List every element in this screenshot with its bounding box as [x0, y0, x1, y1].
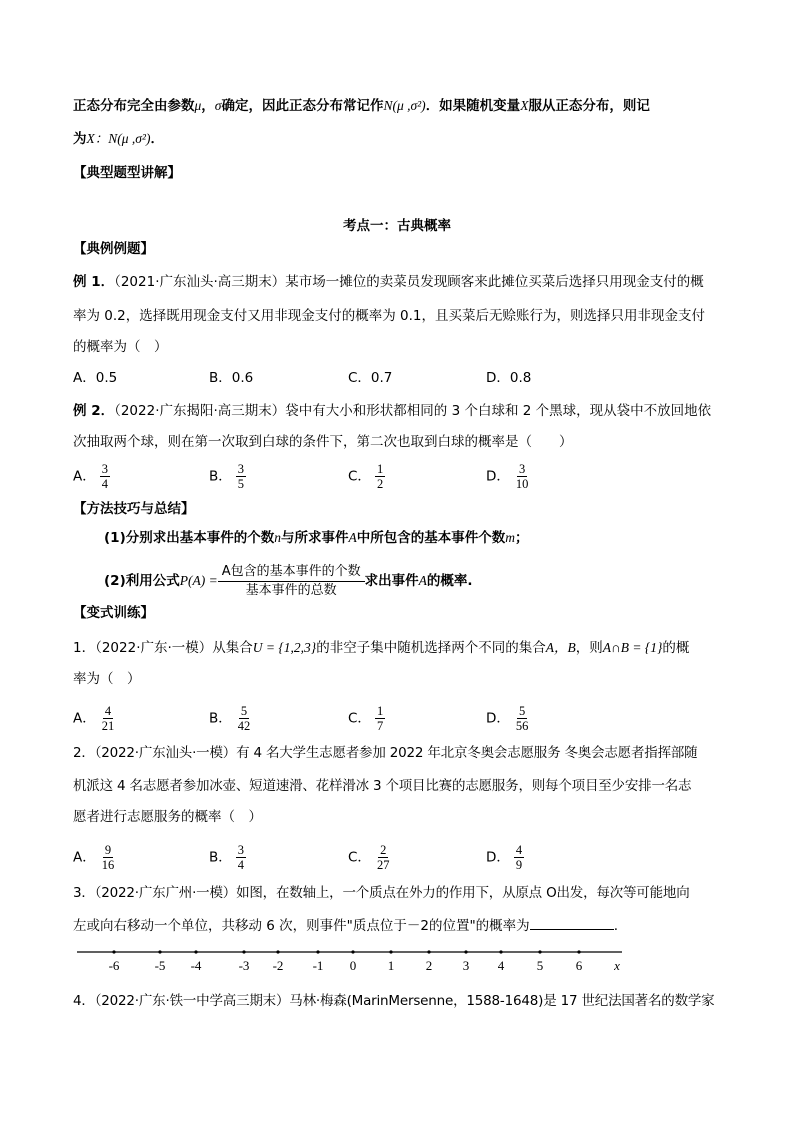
formula-numerator: A包含的基本事件的个数: [218, 563, 365, 582]
q4-line-1: 4．（2022·广东·铁一中学高三期末）马林·梅森(MarinMersenne，1588-1648)是 17 世纪法国著名的数学家: [73, 993, 715, 1009]
numerator: 9: [104, 843, 112, 857]
fraction: [375, 462, 385, 491]
option-letter: B．: [209, 710, 232, 727]
tick-label: 5: [536, 958, 544, 973]
tick-dot: [499, 950, 502, 953]
numerator: 1: [376, 462, 384, 476]
x-symbol: X: [520, 98, 529, 113]
q3-text: 左或向右移动一个单位，共移动 6 次，则事件"质点位于－2的位置"的概率为: [73, 918, 530, 934]
examples-heading: 【典例例题】: [73, 241, 154, 257]
q3-text: .: [613, 918, 618, 934]
ex1-text: （2021·广东汕头·高三期末）某市场一摊位的卖菜员发现顾客来此摊位买菜后选择只用现金支付的概: [114, 274, 704, 290]
tick-dot: [427, 950, 430, 953]
ex1-line-3: 的概率为（ ）: [73, 339, 168, 355]
var-a: A: [418, 573, 427, 588]
denominator: 16: [101, 858, 115, 872]
method-item-2: [104, 562, 473, 600]
method-item-1: [104, 528, 528, 548]
intro-line-2: [73, 129, 164, 149]
denominator: 10: [515, 477, 529, 491]
numerator: 3: [237, 843, 245, 857]
ex2-option-b: [209, 462, 246, 491]
intro-text: 确定，因此正态分布常记作: [221, 98, 384, 114]
axis-var-label: x: [614, 958, 620, 973]
fraction: [236, 843, 246, 872]
tick-dot: [242, 950, 245, 953]
tick-label: -5: [154, 958, 166, 973]
q1-text: 1．（2022·广东·一模）从集合: [73, 640, 253, 656]
q1-text: 的概: [662, 640, 690, 656]
denominator: 27: [376, 858, 390, 872]
q3-line-1: 3．（2022·广东广州·一模）如图，在数轴上，一个质点在外力的作用下，从原点 O出发，每次等可能地向: [73, 885, 690, 901]
tick-label: 1: [387, 958, 395, 973]
option-letter: C．: [348, 468, 371, 485]
fraction: [514, 704, 531, 733]
fraction: [236, 704, 253, 733]
intro-text: ，: [201, 98, 215, 114]
tick-dot: [464, 950, 467, 953]
intro-text: ．: [150, 131, 164, 147]
tick-label: 6: [575, 958, 583, 973]
formula-denominator: 基本事件的总数: [245, 582, 337, 598]
q1-option-b: [209, 704, 252, 733]
q1-line-2: 率为（ ）: [73, 671, 141, 687]
fraction: [514, 843, 524, 872]
denominator: 4: [237, 858, 245, 872]
option-letter: C．: [348, 849, 371, 866]
tick-label: -4: [190, 958, 202, 973]
ex1-line-1: [73, 272, 704, 292]
denominator: 7: [376, 719, 384, 733]
x-distribution: X：N(μ ,σ²): [86, 131, 151, 146]
method-text: 中所包含的基本事件个数: [356, 530, 506, 546]
q2-line-2: 机派这 4 名志愿者参加冰壶、短道速滑、花样滑冰 3 个项目比赛的志愿服务，则每个项目至少安排一名志: [73, 778, 692, 794]
ex1-option-a: A．0.5: [73, 370, 118, 386]
option-letter: B．: [209, 849, 232, 866]
option-letter: C．: [348, 710, 371, 727]
option-letter: A．: [73, 849, 96, 866]
set-u: U = {1,2,3}: [252, 640, 317, 655]
q2-option-a: [73, 843, 116, 872]
variant-heading: 【变式训练】: [73, 605, 154, 621]
method-text: 求出事件: [364, 573, 419, 589]
intro-text: 服从正态分布，则记: [528, 98, 650, 114]
intro-text: 正态分布完全由参数: [73, 98, 195, 114]
q2-option-d: [486, 843, 524, 872]
method-text: (2)利用公式: [104, 573, 180, 589]
q1-option-a: [73, 704, 116, 733]
tick-dot: [351, 950, 354, 953]
option-letter: A．: [73, 710, 96, 727]
ex2-line-1: [73, 401, 711, 421]
tick-label: -6: [108, 958, 120, 973]
option-letter: D．: [486, 849, 510, 866]
fraction: [375, 843, 392, 872]
tick-label: -2: [272, 958, 284, 973]
mu-symbol: μ: [194, 98, 202, 113]
kaodian-title: 考点一：古典概率: [343, 218, 451, 234]
method-text: ；: [514, 530, 529, 546]
option-letter: B．: [209, 468, 232, 485]
denominator: 2: [376, 477, 384, 491]
tick-dot: [158, 950, 161, 953]
formula-fraction: [218, 563, 365, 600]
tick-label: -1: [312, 958, 324, 973]
fraction: [100, 704, 117, 733]
answer-blank[interactable]: [530, 915, 614, 930]
numerator: 5: [519, 704, 526, 718]
numerator: 3: [519, 462, 526, 476]
var-a: A: [348, 530, 357, 545]
var-m: m: [505, 530, 515, 545]
fraction: [100, 462, 110, 491]
method-heading: 【方法技巧与总结】: [73, 501, 195, 517]
method-text: 的概率.: [426, 573, 473, 589]
denominator: 56: [515, 719, 529, 733]
q1-option-d: [486, 704, 530, 733]
numerator: 2: [380, 843, 387, 857]
tick-dot: [538, 950, 541, 953]
tick-dot: [577, 950, 580, 953]
formula-p: P(A) =: [179, 573, 218, 588]
fraction: [236, 462, 246, 491]
intro-line-1: [73, 96, 650, 116]
ex2-option-a: [73, 462, 110, 491]
q3-line-2: [73, 915, 618, 936]
fraction: [375, 704, 385, 733]
q1-line-1: [73, 638, 689, 658]
q2-line-1: 2．（2022·广东汕头·一模）有 4 名大学生志愿者参加 2022 年北京冬奥会志愿服务 冬奥会志愿者指挥部随: [73, 745, 698, 761]
ex1-line-2: 率为 0.2，选择既用现金支付又用非现金支付的概率为 0.1，且买菜后无赊账行为，则选择只用非现金支付: [73, 308, 706, 324]
q1-text: ，则: [575, 640, 603, 656]
tick-dot: [316, 950, 319, 953]
option-letter: D．: [486, 710, 510, 727]
tick-label: -3: [238, 958, 250, 973]
fraction: [514, 462, 531, 491]
numerator: 1: [376, 704, 384, 718]
section-heading: 【典型题型讲解】: [73, 165, 181, 181]
ex1-option-d: D．0.8: [486, 370, 532, 386]
intro-text: ．如果随机变量: [425, 98, 521, 114]
numerator: 3: [101, 462, 108, 476]
ex1-option-b: B．0.6: [209, 370, 254, 386]
ex2-label: 例 2．: [73, 403, 115, 419]
numerator: 4: [104, 704, 112, 718]
numerator: 4: [515, 843, 523, 857]
denominator: 42: [237, 719, 251, 733]
sets-ab: A，B: [545, 640, 576, 655]
q1-text: 的非空子集中随机选择两个不同的集合: [316, 640, 546, 656]
ex2-line-2: 次抽取两个球，则在第一次取到白球的条件下，第二次也取到白球的概率是（ ）: [73, 434, 573, 450]
ex2-text: （2022·广东揭阳·高三期末）袋中有大小和形状都相同的 3 个白球和 2 个黑球，现从袋中不放回地依: [114, 403, 712, 419]
tick-dot: [194, 950, 197, 953]
tick-label: 0: [349, 958, 357, 973]
ex2-option-c: [348, 462, 385, 491]
ex1-label: 例 1．: [73, 274, 115, 290]
denominator: 4: [101, 477, 108, 491]
q2-option-c: [348, 843, 391, 872]
q2-option-b: [209, 843, 246, 872]
intro-text: 为: [73, 131, 87, 147]
tick-label: 2: [425, 958, 433, 973]
method-text: 与所求事件: [280, 530, 349, 546]
ex2-option-d: [486, 462, 530, 491]
ex1-option-c: C．0.7: [348, 370, 393, 386]
denominator: 5: [237, 477, 245, 491]
tick-dot: [389, 950, 392, 953]
numerator: 3: [237, 462, 245, 476]
intersection-condition: A∩B = {1}: [602, 640, 663, 655]
option-letter: A．: [73, 468, 96, 485]
denominator: 9: [515, 858, 523, 872]
numerator: 5: [240, 704, 248, 718]
option-letter: D．: [486, 468, 510, 485]
tick-label: 3: [462, 958, 470, 973]
fraction: [100, 843, 117, 872]
sigma-symbol: σ: [214, 98, 222, 113]
q2-line-3: 愿者进行志愿服务的概率（ ）: [73, 809, 262, 825]
var-n: n: [274, 530, 281, 545]
denominator: 21: [101, 719, 115, 733]
tick-dot: [112, 950, 115, 953]
normal-notation: N(μ ,σ²): [383, 98, 426, 113]
tick-label: 4: [497, 958, 505, 973]
method-text: (1)分别求出基本事件的个数: [104, 530, 275, 546]
tick-dot: [276, 950, 279, 953]
q1-option-c: [348, 704, 385, 733]
